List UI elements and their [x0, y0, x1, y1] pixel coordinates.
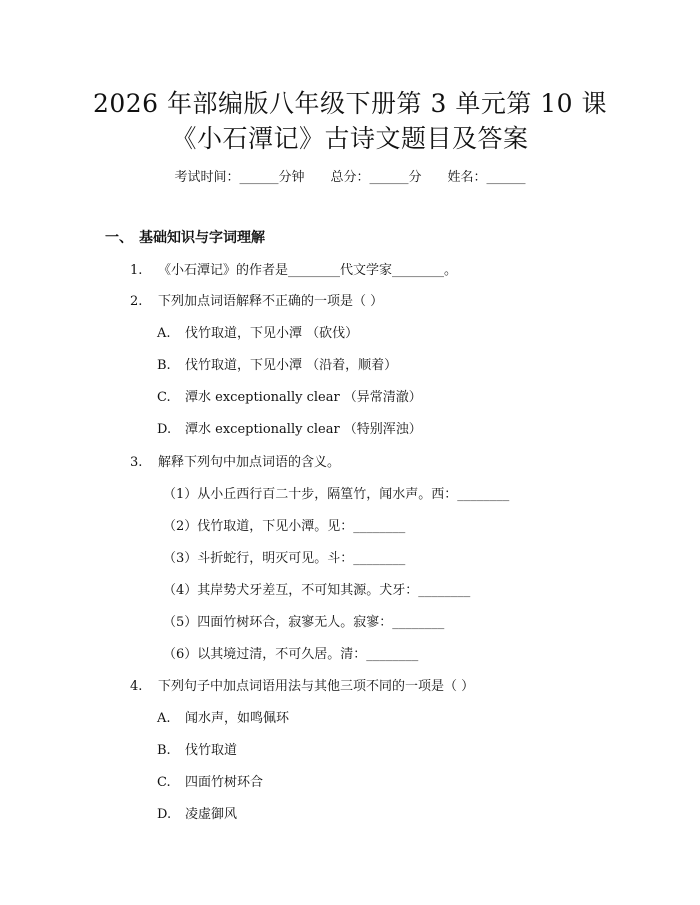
- question-2: [130, 293, 383, 311]
- question-text: 下列加点词语解释不正确的一项是（ ）: [158, 294, 384, 309]
- option-label: B.: [157, 358, 171, 373]
- option-item: [157, 742, 237, 760]
- sub-item: （6）以其境过清，不可久居。清：________: [163, 647, 419, 662]
- option-label: D.: [157, 807, 172, 822]
- exam-score-field: 总分：______分: [330, 170, 422, 185]
- option-text: 潭水 exceptionally clear （特别浑浊）: [185, 422, 422, 437]
- question-number: 1.: [130, 263, 143, 278]
- option-item: [157, 325, 358, 343]
- option-label: A.: [157, 711, 171, 726]
- question-3: [130, 454, 340, 472]
- sub-item: （4）其岸势犬牙差互，不可知其源。犬牙：________: [163, 583, 471, 598]
- sub-item: （2）伐竹取道，下见小潭。见：________: [163, 519, 406, 534]
- option-text: 凌虚御风: [185, 807, 238, 822]
- question-1: [130, 262, 457, 280]
- document-title-line-2: 《小石潭记》古诗文题目及答案: [171, 124, 529, 153]
- option-text: 伐竹取道，下见小潭 （沿着，顺着）: [185, 358, 398, 373]
- section-number: 一、: [105, 230, 133, 246]
- option-label: C.: [157, 390, 171, 405]
- sub-item: （1）从小丘西行百二十步，隔篁竹，闻水声。西：________: [163, 487, 510, 502]
- option-item: [157, 421, 422, 439]
- option-item: [157, 774, 263, 792]
- option-label: C.: [157, 775, 171, 790]
- sub-item: （3）斗折蛇行，明灭可见。斗：________: [163, 551, 406, 566]
- option-item: [157, 806, 237, 824]
- exam-name-field: 姓名：______: [447, 170, 526, 185]
- option-text: 四面竹树环合: [185, 775, 264, 790]
- question-text: 《小石潭记》的作者是________代文学家________。: [158, 263, 458, 278]
- option-label: B.: [157, 743, 171, 758]
- option-item: [157, 357, 397, 375]
- option-item: [157, 389, 422, 407]
- option-text: 伐竹取道，下见小潭 （砍伐）: [185, 326, 359, 341]
- question-4: [130, 678, 474, 696]
- option-text: 伐竹取道: [185, 743, 238, 758]
- option-label: A.: [157, 326, 171, 341]
- section-title: 基础知识与字词理解: [139, 230, 265, 246]
- exam-time-field: 考试时间：______分钟: [174, 170, 305, 185]
- question-text: 下列句子中加点词语用法与其他三项不同的一项是（ ）: [158, 679, 475, 694]
- question-number: 2.: [130, 294, 143, 309]
- option-text: 闻水声，如鸣佩环: [185, 711, 290, 726]
- section-heading: [105, 228, 265, 248]
- sub-item: （5）四面竹树环合，寂寥无人。寂寥：________: [163, 615, 445, 630]
- option-item: [157, 710, 289, 728]
- question-text: 解释下列句中加点词语的含义。: [158, 455, 341, 470]
- option-text: 潭水 exceptionally clear （异常清澈）: [185, 390, 422, 405]
- exam-info: [0, 169, 700, 187]
- option-label: D.: [157, 422, 172, 437]
- document-title-line-1: 2026 年部编版八年级下册第 3 单元第 10 课: [92, 89, 608, 118]
- question-number: 3.: [130, 455, 143, 470]
- question-number: 4.: [130, 679, 143, 694]
